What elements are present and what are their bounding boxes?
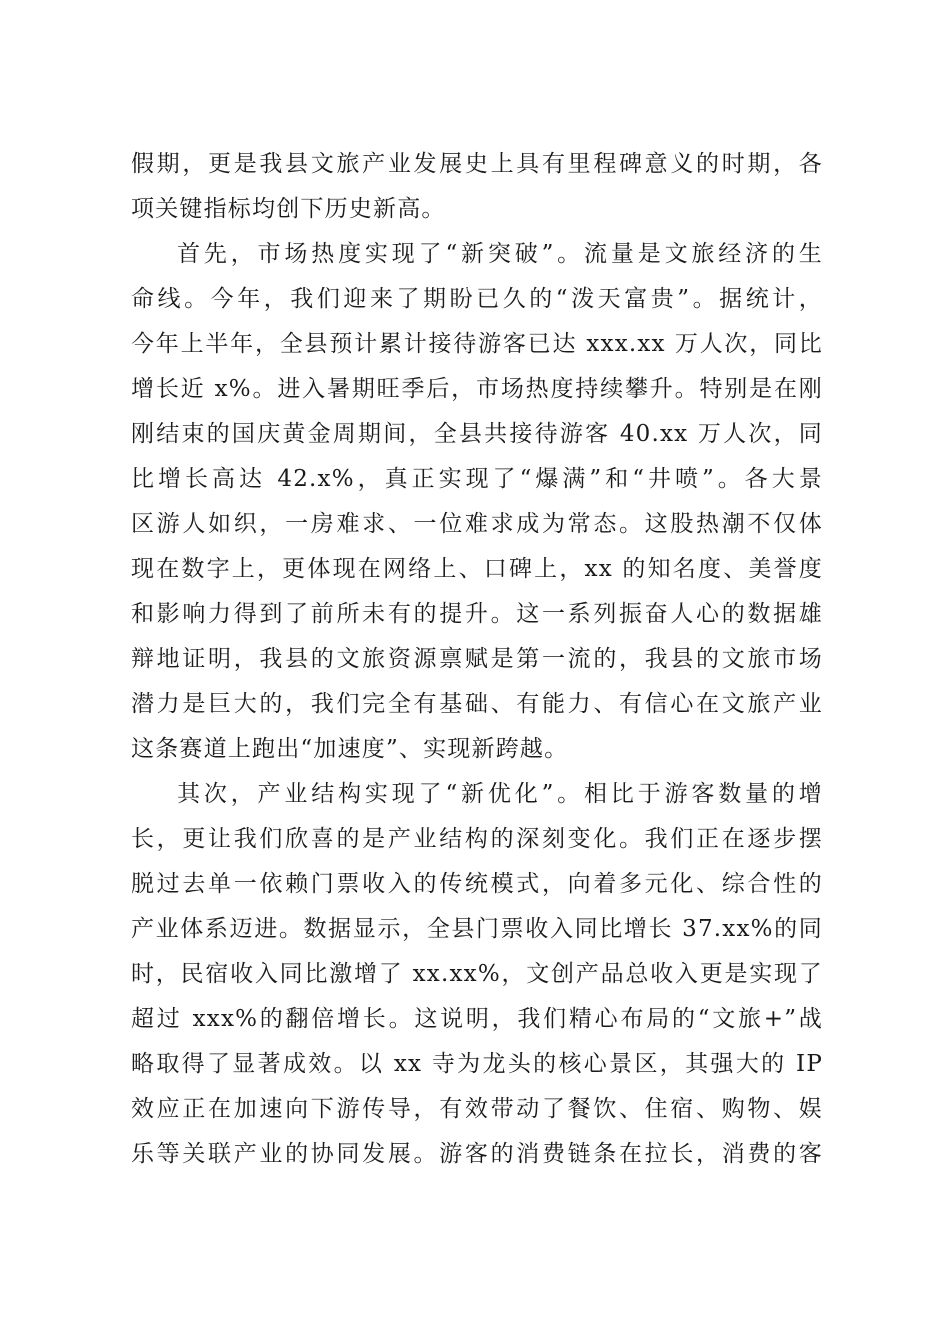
text-line: 效应正在加速向下游传导，有效带动了餐饮、住宿、购物、娱 — [131, 1096, 823, 1122]
text-line: 潜力是巨大的，我们完全有基础、有能力、有信心在文旅产业 — [131, 691, 823, 717]
text-line: 刚结束的国庆黄金周期间，全县共接待游客 40.xx 万人次，同 — [131, 421, 823, 447]
text-line: 和影响力得到了前所未有的提升。这一系列振奋人心的数据雄 — [131, 601, 823, 627]
text-line: 现在数字上，更体现在网络上、口碑上，xx 的知名度、美誉度 — [131, 556, 823, 582]
text-line: 略取得了显著成效。以 xx 寺为龙头的核心景区，其强大的 IP — [131, 1051, 823, 1077]
text-line: 首先，市场热度实现了“新突破”。流量是文旅经济的生 — [177, 241, 823, 267]
text-line: 命线。今年，我们迎来了期盼已久的“泼天富贵”。据统计， — [131, 286, 823, 312]
text-line: 项关键指标均创下历史新高。 — [131, 196, 446, 222]
text-line: 假期，更是我县文旅产业发展史上具有里程碑意义的时期，各 — [131, 151, 823, 177]
text-line: 时，民宿收入同比激增了 xx.xx%，文创产品总收入更是实现了 — [131, 961, 823, 987]
text-line: 辩地证明，我县的文旅资源禀赋是第一流的，我县的文旅市场 — [131, 646, 823, 672]
text-line: 脱过去单一依赖门票收入的传统模式，向着多元化、综合性的 — [131, 871, 823, 897]
text-line: 超过 xxx%的翻倍增长。这说明，我们精心布局的“文旅+”战 — [131, 1006, 823, 1032]
text-line: 乐等关联产业的协同发展。游客的消费链条在拉长，消费的客 — [131, 1141, 823, 1167]
text-line: 产业体系迈进。数据显示，全县门票收入同比增长 37.xx%的同 — [131, 916, 823, 942]
text-line: 比增长高达 42.x%，真正实现了“爆满”和“井喷”。各大景 — [131, 466, 823, 492]
text-line: 这条赛道上跑出“加速度”、实现新跨越。 — [131, 736, 569, 762]
body-text — [131, 142, 823, 1177]
text-line: 今年上半年，全县预计累计接待游客已达 xxx.xx 万人次，同比 — [131, 331, 823, 357]
text-line: 其次，产业结构实现了“新优化”。相比于游客数量的增 — [177, 781, 823, 807]
text-line: 区游人如织，一房难求、一位难求成为常态。这股热潮不仅体 — [131, 511, 823, 537]
text-line: 长，更让我们欣喜的是产业结构的深刻变化。我们正在逐步摆 — [131, 826, 823, 852]
text-line: 增长近 x%。进入暑期旺季后，市场热度持续攀升。特别是在刚 — [131, 376, 823, 402]
